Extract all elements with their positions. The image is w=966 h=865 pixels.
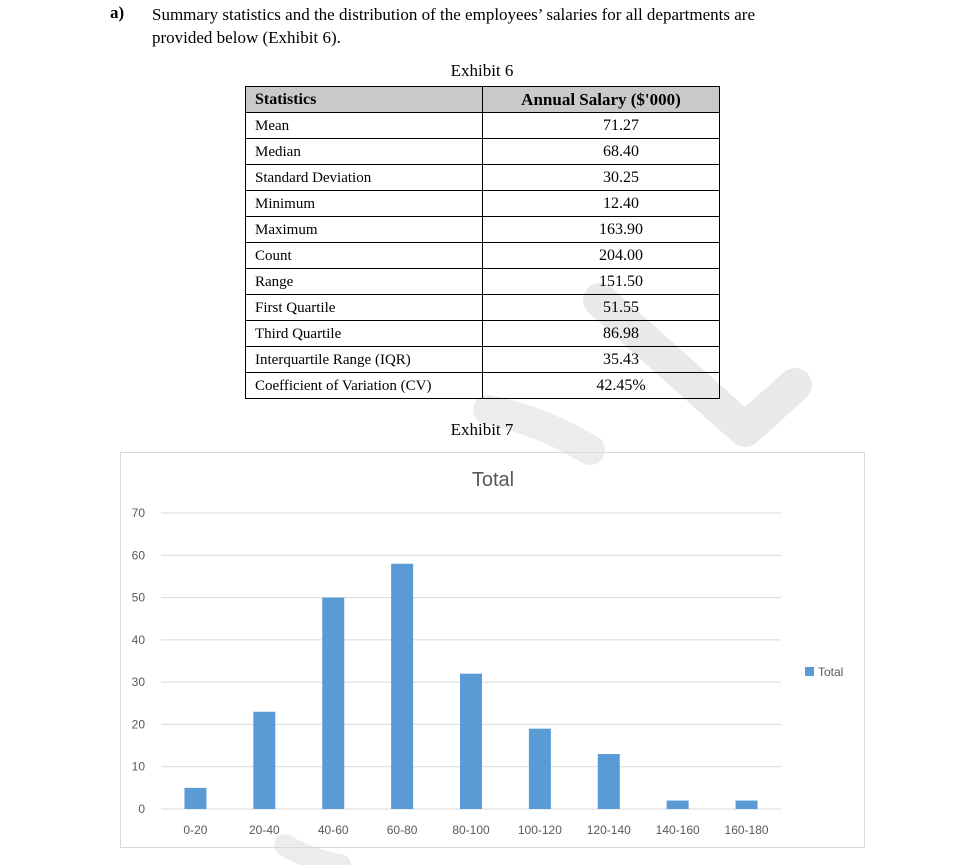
x-tick-label: 100-120 xyxy=(517,823,562,837)
bar-100-120 xyxy=(529,729,551,809)
stat-value: 68.40 xyxy=(483,139,720,165)
table-row xyxy=(246,165,720,191)
bar-80-100 xyxy=(460,674,482,809)
stat-label: First Quartile xyxy=(246,295,483,321)
table-row xyxy=(246,295,720,321)
table-header-row xyxy=(246,87,720,113)
y-tick-label: 0 xyxy=(138,802,145,816)
table-row xyxy=(246,373,720,399)
y-tick-label: 20 xyxy=(131,717,145,732)
x-tick-label: 140-160 xyxy=(655,823,700,837)
stat-value: 42.45% xyxy=(483,373,720,399)
bar-140-160 xyxy=(667,801,689,809)
stat-label: Maximum xyxy=(246,217,483,243)
bar-0-20 xyxy=(184,788,206,809)
legend-swatch xyxy=(805,667,814,676)
y-tick-label: 70 xyxy=(131,506,145,520)
x-tick-label: 120-140 xyxy=(586,823,631,837)
stat-value: 51.55 xyxy=(483,295,720,321)
bar-20-40 xyxy=(253,712,275,809)
table-row xyxy=(246,113,720,139)
stat-label: Interquartile Range (IQR) xyxy=(246,347,483,373)
x-tick-label: 80-100 xyxy=(452,823,490,837)
exhibit-6-title: Exhibit 6 xyxy=(450,61,514,80)
y-tick-label: 60 xyxy=(131,548,145,563)
question-label: a) xyxy=(110,3,125,22)
stat-label: Mean xyxy=(246,113,483,139)
stat-value: 71.27 xyxy=(483,113,720,139)
bar-40-60 xyxy=(322,598,344,809)
stat-label: Minimum xyxy=(246,191,483,217)
stat-value: 163.90 xyxy=(483,217,720,243)
y-tick-label: 40 xyxy=(131,632,145,647)
x-tick-label: 160-180 xyxy=(724,823,769,837)
table-row xyxy=(246,269,720,295)
bar-120-140 xyxy=(598,754,620,809)
table-row xyxy=(246,217,720,243)
histogram-chart xyxy=(120,452,865,848)
legend-label: Total xyxy=(818,665,844,679)
table-row xyxy=(246,139,720,165)
stat-value: 86.98 xyxy=(483,321,720,347)
stat-label: Third Quartile xyxy=(246,321,483,347)
exhibit-7-title: Exhibit 7 xyxy=(450,420,514,439)
x-tick-label: 60-80 xyxy=(386,823,418,837)
summary-statistics-table xyxy=(245,86,720,399)
stat-label: Standard Deviation xyxy=(246,165,483,191)
bar-60-80 xyxy=(391,564,413,809)
question-text-line-2: provided below (Exhibit 6). xyxy=(152,28,341,47)
table-row xyxy=(246,321,720,347)
question-text xyxy=(152,3,872,49)
table-row xyxy=(246,347,720,373)
stat-label: Range xyxy=(246,269,483,295)
stat-label: Median xyxy=(246,139,483,165)
y-tick-label: 50 xyxy=(131,590,145,605)
stat-value: 204.00 xyxy=(483,243,720,269)
y-tick-label: 10 xyxy=(131,759,145,774)
y-tick-label: 30 xyxy=(131,675,145,690)
chart-title: Total xyxy=(471,469,515,491)
stat-value: 12.40 xyxy=(483,191,720,217)
header-annual-salary: Annual Salary ($'000) xyxy=(483,87,720,113)
table-row xyxy=(246,191,720,217)
x-tick-label: 20-40 xyxy=(248,823,280,837)
histogram-svg xyxy=(121,453,866,849)
stat-value: 151.50 xyxy=(483,269,720,295)
question-text-line-1: Summary statistics and the distribution of the employees’ salaries for all departments are xyxy=(152,5,756,24)
bar-160-180 xyxy=(736,801,758,809)
header-statistics: Statistics xyxy=(246,87,483,113)
table-row xyxy=(246,243,720,269)
stat-value: 35.43 xyxy=(483,347,720,373)
x-tick-label: 40-60 xyxy=(317,823,349,837)
x-tick-label: 0-20 xyxy=(183,823,208,837)
stat-value: 30.25 xyxy=(483,165,720,191)
stat-label: Coefficient of Variation (CV) xyxy=(246,373,483,399)
stat-label: Count xyxy=(246,243,483,269)
